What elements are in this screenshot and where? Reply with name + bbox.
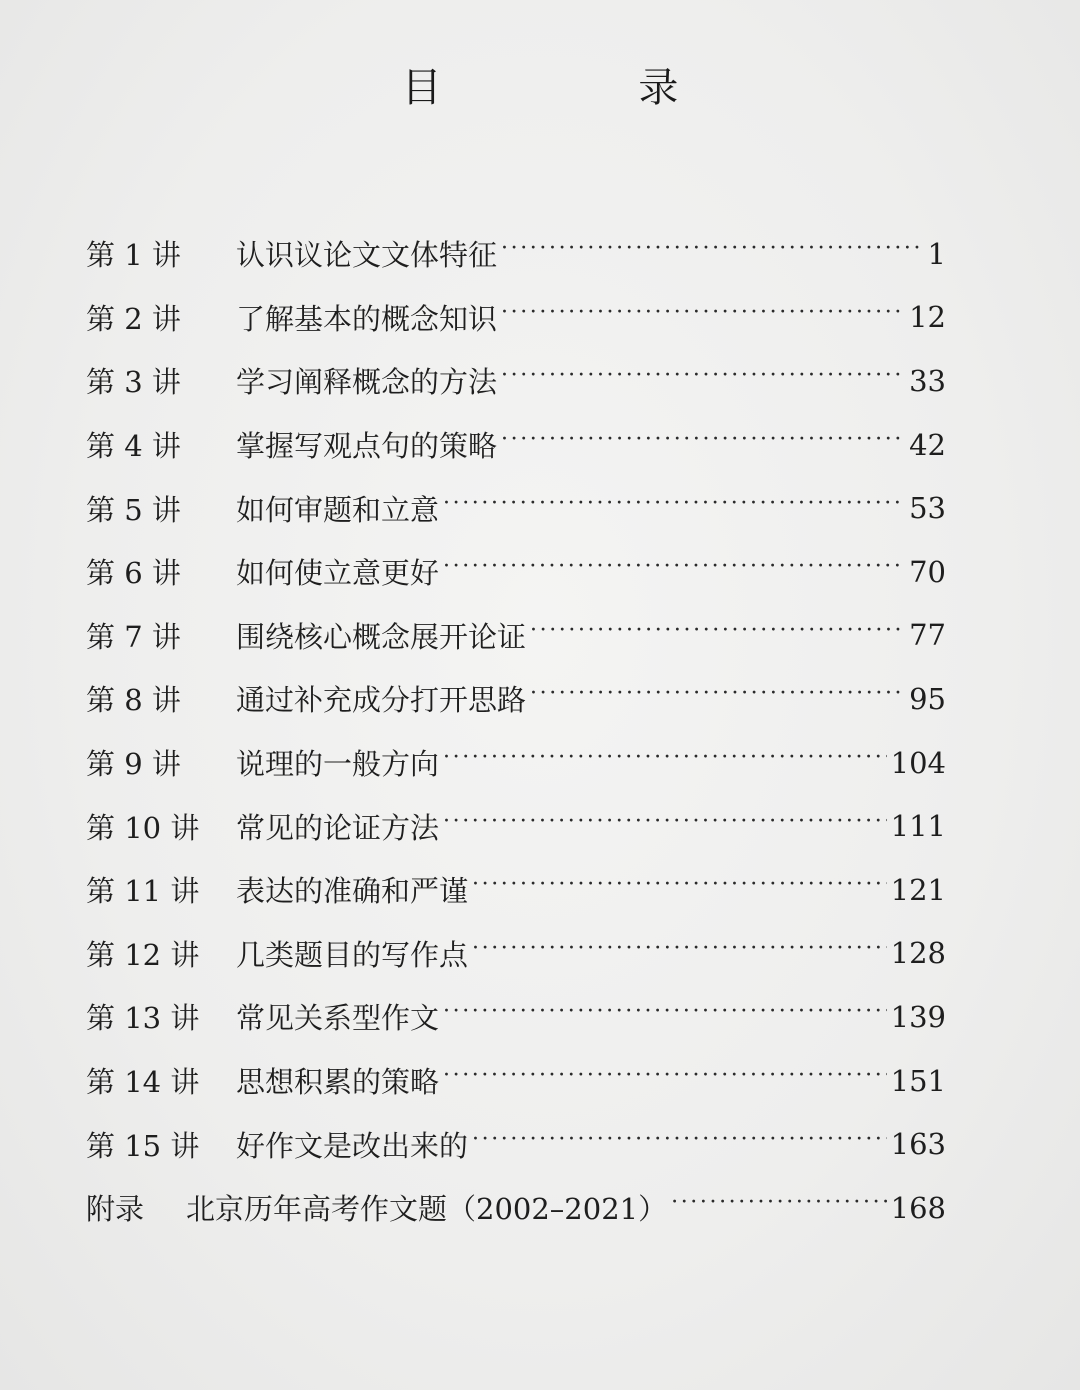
dot-leader (443, 557, 905, 586)
dot-leader (671, 1193, 887, 1222)
lecture-number: 第 4 讲 (86, 429, 181, 464)
dot-leader (443, 1066, 887, 1095)
page-number: 77 (909, 618, 946, 653)
lecture-title: 几类题目的写作点 (236, 937, 469, 972)
page-number: 111 (890, 809, 946, 844)
appendix-title: 北京历年高考作文题（2002–2021） (186, 1192, 668, 1227)
toc-entry-10 (86, 794, 946, 858)
lecture-number: 第 8 讲 (86, 683, 181, 718)
lecture-number: 第 7 讲 (86, 619, 181, 654)
lecture-title: 常见的论证方法 (236, 810, 440, 845)
lecture-title: 如何审题和立意 (236, 492, 440, 527)
page-number: 70 (909, 554, 946, 589)
dot-leader (472, 875, 887, 904)
page-title: 目 录 (401, 65, 771, 111)
page-number: 128 (890, 936, 946, 971)
page-number: 151 (890, 1063, 946, 1098)
dot-leader (443, 1002, 887, 1031)
lecture-number: 第 11 讲 (86, 874, 200, 909)
lecture-title: 掌握写观点句的策略 (236, 429, 498, 464)
toc-entry-13 (86, 985, 946, 1049)
lecture-title: 思想积累的策略 (236, 1065, 440, 1100)
table-of-contents (86, 222, 946, 1240)
appendix-label: 附录 (86, 1192, 145, 1227)
toc-entry-14 (86, 1049, 946, 1113)
dot-leader (530, 621, 905, 650)
lecture-title: 表达的准确和严谨 (236, 874, 469, 909)
lecture-title: 说理的一般方向 (236, 747, 440, 782)
toc-entry-12 (86, 922, 946, 986)
toc-entry-5 (86, 476, 946, 540)
toc-entry-7 (86, 604, 946, 668)
lecture-title: 如何使立意更好 (236, 556, 440, 591)
dot-leader (472, 1130, 887, 1159)
lecture-title: 认识议论文文体特征 (236, 238, 498, 273)
dot-leader (501, 366, 905, 395)
toc-entry-4 (86, 413, 946, 477)
lecture-number: 第 14 讲 (86, 1065, 200, 1100)
page-number: 139 (890, 999, 946, 1034)
lecture-number: 第 5 讲 (86, 492, 181, 527)
toc-entry-appendix (86, 1176, 946, 1240)
lecture-title: 学习阐释概念的方法 (236, 365, 498, 400)
lecture-number: 第 13 讲 (86, 1001, 200, 1036)
page-number: 1 (927, 236, 946, 271)
toc-entry-11 (86, 858, 946, 922)
lecture-number: 第 15 讲 (86, 1128, 200, 1163)
lecture-title: 好作文是改出来的 (236, 1128, 469, 1163)
dot-leader (501, 430, 905, 459)
toc-entry-15 (86, 1112, 946, 1176)
page-number: 104 (890, 745, 946, 780)
page-number: 121 (890, 872, 946, 907)
dot-leader (443, 494, 905, 523)
lecture-title: 通过补充成分打开思路 (236, 683, 527, 718)
page-number: 168 (890, 1190, 946, 1225)
lecture-title: 围绕核心概念展开论证 (236, 619, 527, 654)
lecture-title: 常见关系型作文 (236, 1001, 440, 1036)
page-number: 53 (909, 491, 946, 526)
lecture-title: 了解基本的概念知识 (236, 301, 498, 336)
dot-leader (530, 684, 905, 713)
lecture-number: 第 9 讲 (86, 747, 181, 782)
dot-leader (443, 748, 887, 777)
lecture-number: 第 12 讲 (86, 937, 200, 972)
lecture-number: 第 1 讲 (86, 238, 181, 273)
toc-entry-6 (86, 540, 946, 604)
toc-entry-2 (86, 286, 946, 350)
page-number: 163 (890, 1127, 946, 1162)
page-number: 95 (909, 681, 946, 716)
toc-entry-3 (86, 349, 946, 413)
toc-entry-1 (86, 222, 946, 286)
page-number: 42 (909, 427, 946, 462)
dot-leader (472, 939, 887, 968)
toc-entry-9 (86, 731, 946, 795)
dot-leader (443, 812, 887, 841)
lecture-number: 第 10 讲 (86, 810, 200, 845)
toc-entry-8 (86, 667, 946, 731)
dot-leader (501, 239, 922, 268)
dot-leader (501, 303, 905, 332)
page-number: 12 (909, 300, 946, 335)
page-number: 33 (909, 363, 946, 398)
lecture-number: 第 3 讲 (86, 365, 181, 400)
lecture-number: 第 2 讲 (86, 301, 181, 336)
lecture-number: 第 6 讲 (86, 556, 181, 591)
